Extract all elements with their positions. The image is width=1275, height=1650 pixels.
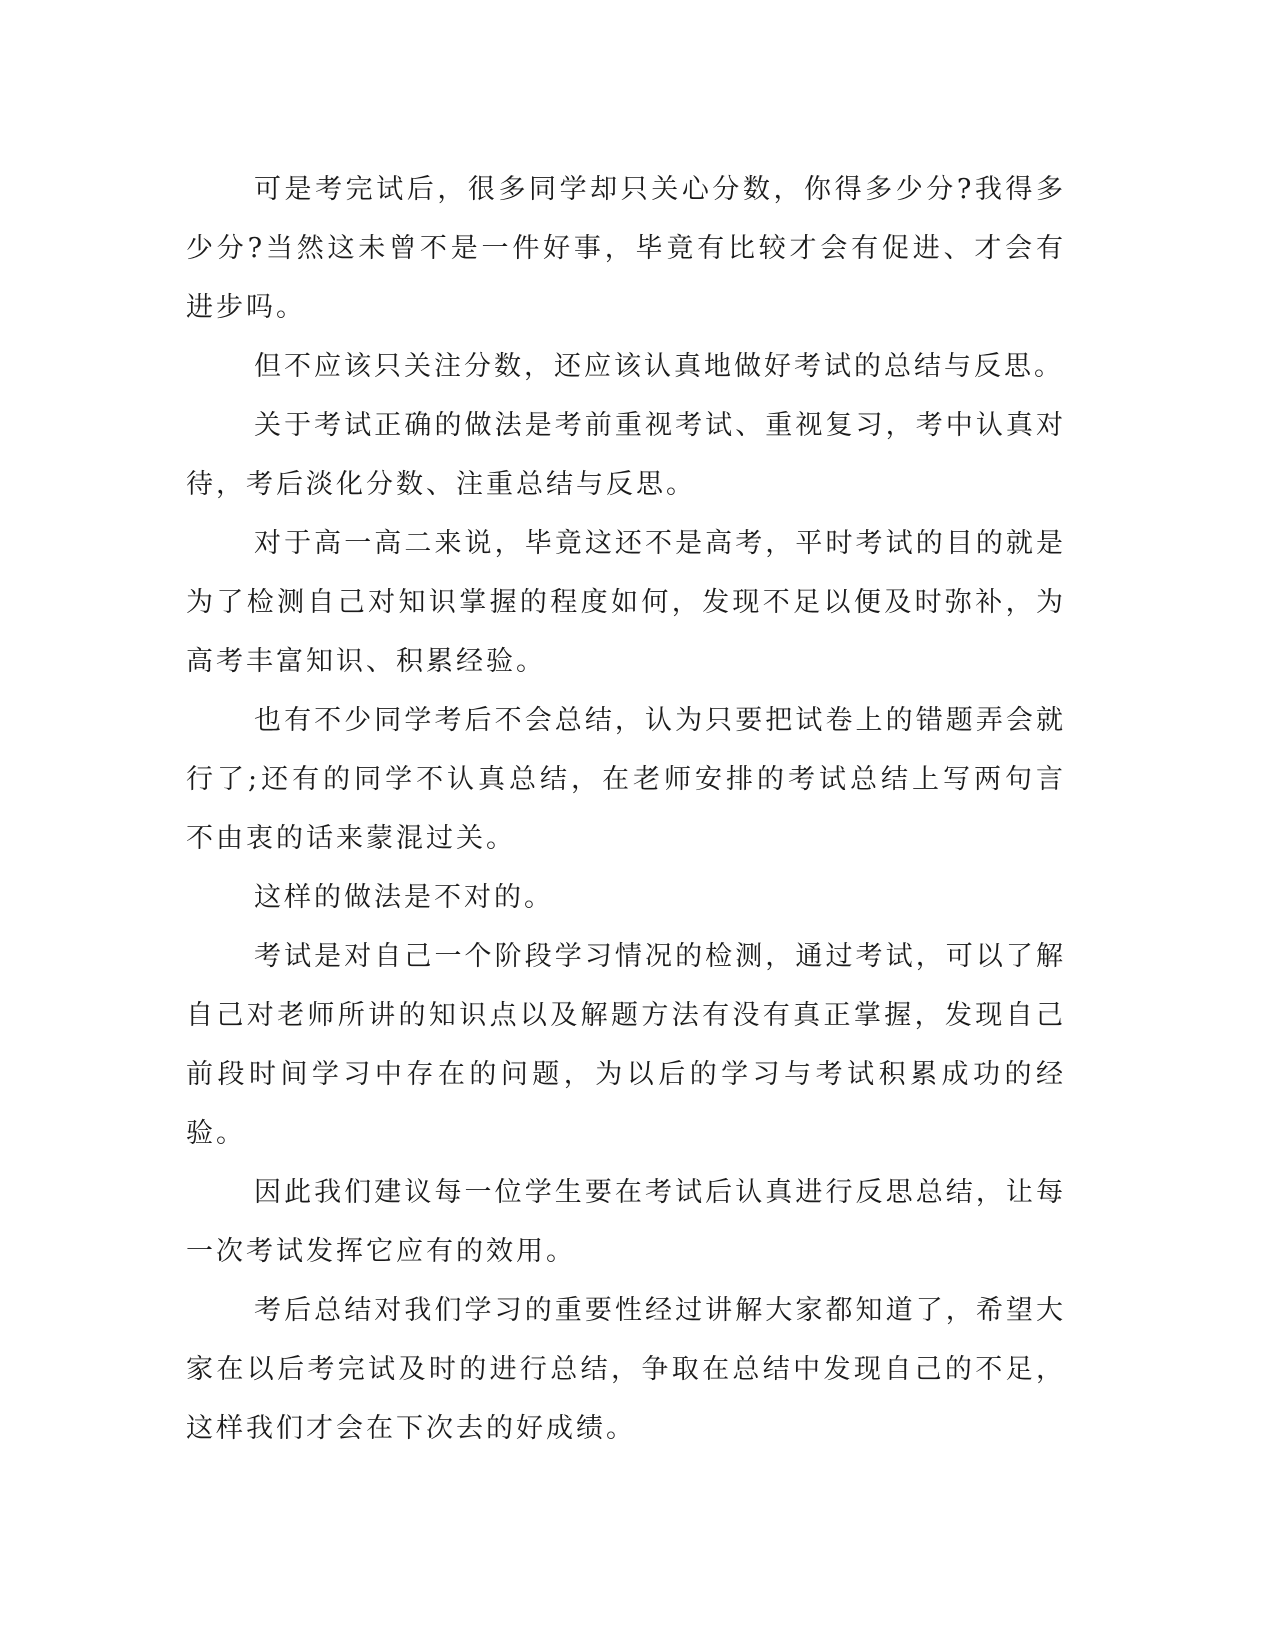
paragraph-6: 这样的做法是不对的。	[254, 882, 554, 913]
paragraph-9: 考后总结对我们学习的重要性经过讲解大家都知道了，希望大家在以后考完试及时的进行总结，争取在总结中发现自己的不足，这样我们才会在下次去的好成绩。	[186, 1295, 1066, 1444]
paragraph-5: 也有不少同学考后不会总结，认为只要把试卷上的错题弄会就行了;还有的同学不认真总结，在老师安排的考试总结上写两句言不由衷的话来蒙混过关。	[186, 705, 1066, 854]
paragraph-4: 对于高一高二来说，毕竟这还不是高考，平时考试的目的就是为了检测自己对知识掌握的程度如何，发现不足以便及时弥补，为高考丰富知识、积累经验。	[186, 528, 1066, 677]
paragraph-7: 考试是对自己一个阶段学习情况的检测，通过考试，可以了解自己对老师所讲的知识点以及解题方法有没有真正掌握，发现自己前段时间学习中存在的问题，为以后的学习与考试积累成功的经验。	[186, 941, 1066, 1149]
paragraph-3: 关于考试正确的做法是考前重视考试、重视复习，考中认真对待，考后淡化分数、注重总结与反思。	[186, 410, 1066, 500]
paragraph-8: 因此我们建议每一位学生要在考试后认真进行反思总结，让每一次考试发挥它应有的效用。	[186, 1177, 1066, 1267]
document-body	[186, 160, 1066, 1458]
paragraph-1: 可是考完试后，很多同学却只关心分数，你得多少分?我得多少分?当然这未曾不是一件好事，毕竟有比较才会有促进、才会有进步吗。	[186, 174, 1066, 323]
paragraph-2: 但不应该只关注分数，还应该认真地做好考试的总结与反思。	[254, 351, 1064, 382]
